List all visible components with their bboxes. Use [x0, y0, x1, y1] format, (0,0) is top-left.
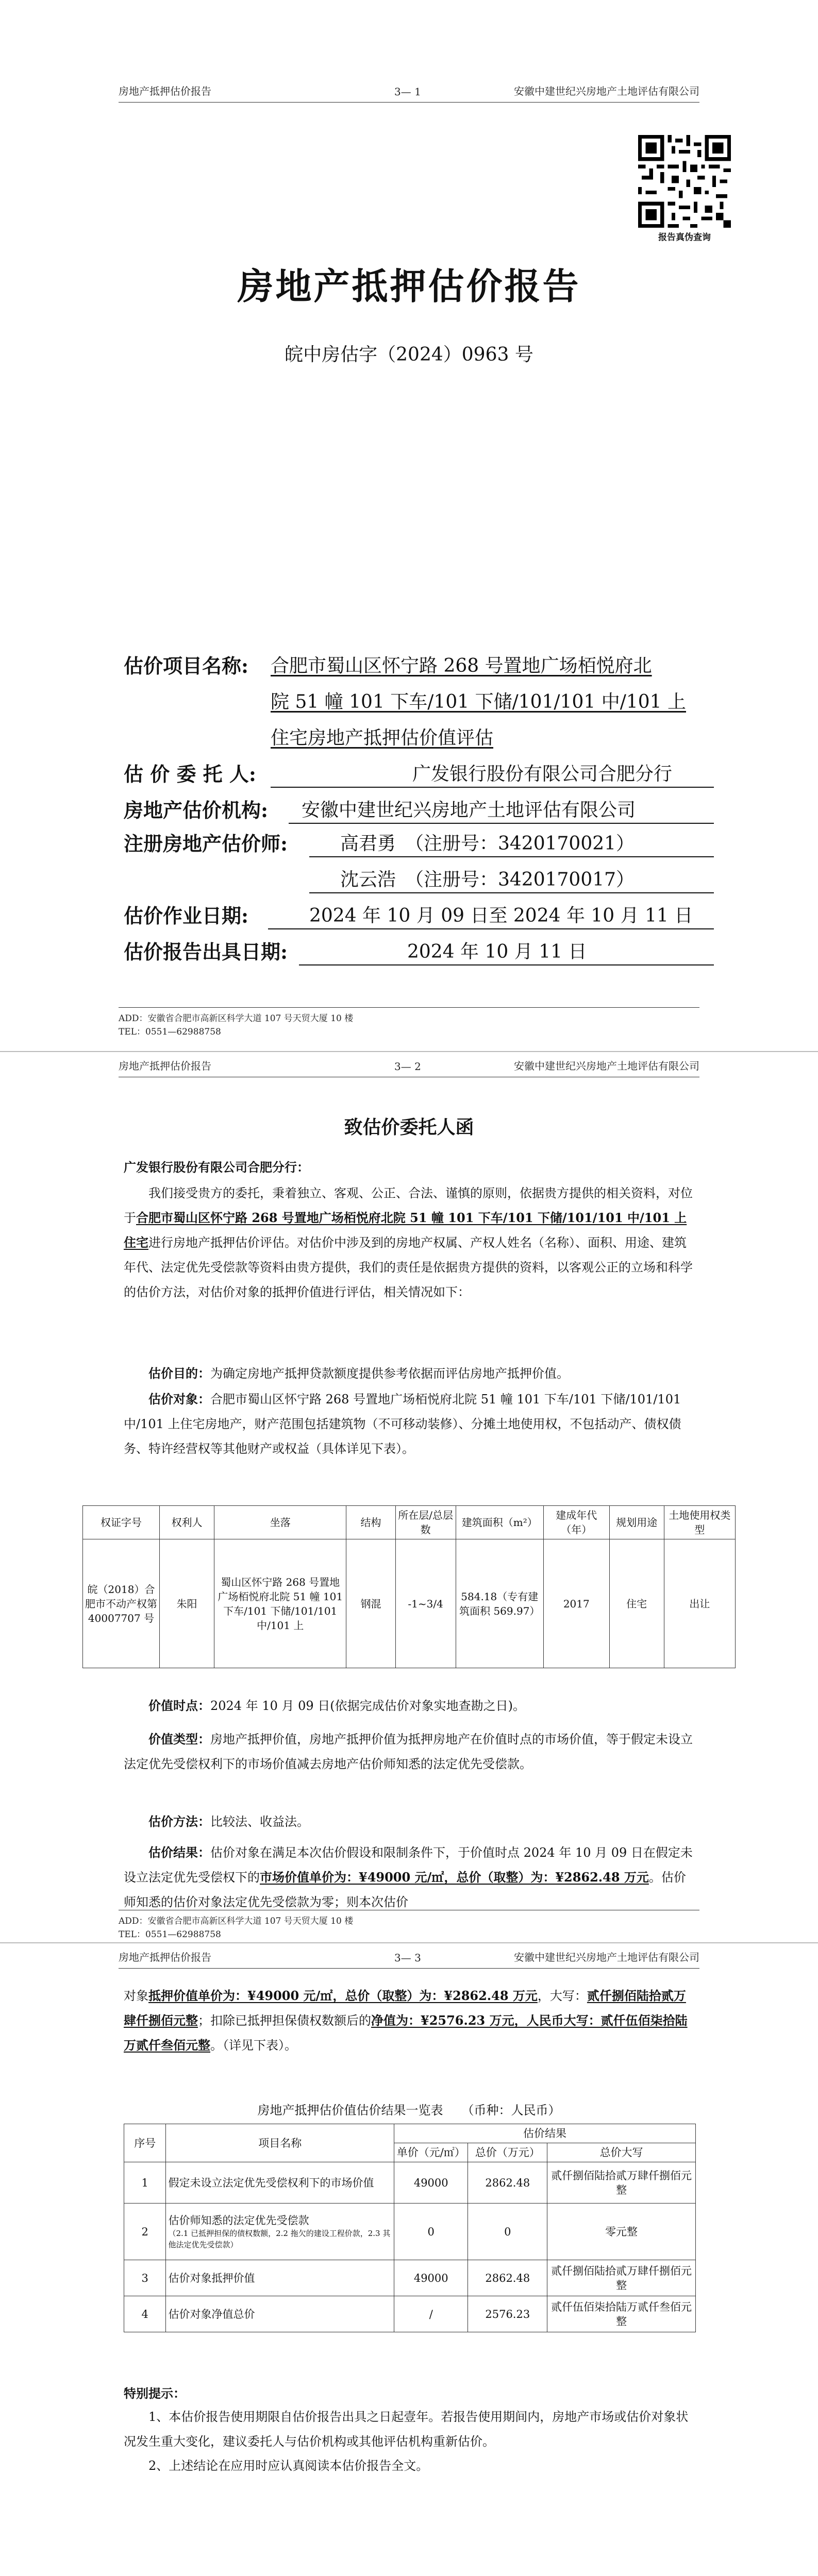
- th-year: 建成年代（年）: [543, 1506, 609, 1539]
- net-value: 净值为：¥2576.23 万元，人民币大写：贰仟伍佰柒拾陆万贰仟叁佰元整: [124, 2013, 688, 2053]
- workdate-label: 估价作业日期:: [124, 904, 249, 927]
- cell-item: 估价对象净值总价: [166, 2296, 394, 2332]
- valuer1-underline: [309, 856, 714, 857]
- valuer2-value: 沈云浩 （注册号：3420170017）: [340, 869, 635, 890]
- cell-location: 蜀山区怀宁路 268 号置地广场栢悦府北院 51 幢 101 下车/101 下储/101/101 中/101 上: [214, 1539, 346, 1668]
- letter-title: 致估价委托人函: [344, 1116, 474, 1138]
- reportdate-label: 估价报告出具日期:: [124, 940, 288, 963]
- th-unit-price: 单价（元/㎡）: [394, 2143, 468, 2162]
- cell-area: 584.18（专有建筑面积 569.97）: [456, 1539, 543, 1668]
- purpose-label: 估价目的：: [148, 1366, 210, 1381]
- project-name-line1: 合肥市蜀山区怀宁路 268 号置地广场栢悦府北: [271, 655, 652, 676]
- header-left: 房地产抵押估价报告: [119, 1951, 211, 1963]
- tip-1: 1、本估价报告使用期限自估价报告出具之日起壹年。若报告使用期间内，房地产市场或估价对象状况发生重大变化，建议委托人与估价机构或其他评估机构重新估价。: [124, 2410, 689, 2449]
- table-row: [124, 2260, 696, 2296]
- result-market-value: 市场价值单价为：¥49000 元/㎡，总价（取整）为：¥2862.48 万元: [260, 1870, 649, 1885]
- mortgage-value: 抵押价值单价为：¥49000 元/㎡，总价（取整）为：¥2862.48 万元: [148, 1988, 538, 2003]
- tips-heading: [124, 2381, 696, 2406]
- letter-intro: [124, 1181, 696, 1304]
- result-text-a: 估价对象在满足本次估价假设和限制条件下，于价值时点 2024 年 10 月 09 日在假定未设立法定优先受偿权下的: [124, 1845, 693, 1885]
- result-text-c: 。估价师知悉的估价对象法定优先受偿款为零；则本次估价: [124, 1870, 686, 1909]
- reportdate-value: 2024 年 10 月 11 日: [407, 941, 587, 962]
- value-date-text: 2024 年 10 月 09 日(依据完成估价对象实地查勘之日)。: [210, 1699, 526, 1713]
- th-floor: 所在层/总层数: [395, 1506, 456, 1539]
- method-paragraph: [124, 1809, 696, 1834]
- table-row: [124, 2162, 696, 2204]
- cell-item: 估价对象抵押价值: [166, 2260, 394, 2296]
- method-text: 比较法、收益法。: [210, 1815, 309, 1829]
- value-type-label: 价值类型：: [148, 1732, 210, 1747]
- cont-text-g: 。（详见下表）。: [210, 2038, 297, 2053]
- cell-no: 2: [124, 2204, 166, 2260]
- mortgage-value-words: 贰仟捌佰陆拾贰万肆仟捌佰元整: [124, 1988, 686, 2028]
- tip-2: 2、上述结论在应用时应认真阅读本估价报告全文。: [148, 2459, 429, 2473]
- cell-unit: 49000: [394, 2260, 468, 2296]
- header-page-no: 3— 2: [394, 1060, 421, 1073]
- cell-words: 贰仟伍佰柒拾陆万贰仟叁佰元整: [547, 2296, 696, 2332]
- project-name-line3: 住宅房地产抵押估价值评估: [271, 727, 494, 749]
- th-result: 估价结果: [394, 2124, 696, 2143]
- footer-tel: TEL：0551—62988758: [119, 1929, 221, 1940]
- th-land: 土地使用权类型: [664, 1506, 735, 1539]
- header-right: 安徽中建世纪兴房地产土地评估有限公司: [514, 1951, 699, 1963]
- summary-header-row-1: [124, 2124, 696, 2143]
- project-name-line2: 院 51 幢 101 下车/101 下储/101/101 中/101 上: [271, 691, 686, 713]
- cell-total: 0: [468, 2204, 547, 2260]
- result-page: [0, 1943, 818, 2576]
- page-header: [119, 1056, 699, 1077]
- cell-words: 零元整: [547, 2204, 696, 2260]
- intro-text-a: 我们接受贵方的委托，秉着独立、客观、公正、合法、谨慎的原则，依据贵方提供的相关资料，对位于: [124, 1186, 693, 1225]
- purpose-paragraph: [124, 1361, 696, 1386]
- doc-number: 皖中房估字（2024）0963 号: [285, 344, 533, 365]
- summary-table-caption: [82, 2098, 736, 2123]
- footer-tel: TEL：0551—62988758: [119, 1027, 221, 1037]
- table-row: [124, 2296, 696, 2332]
- cell-land: 出让: [664, 1539, 735, 1668]
- org-value: 安徽中建世纪兴房地产土地评估有限公司: [302, 800, 636, 821]
- table-row: [83, 1539, 736, 1668]
- cell-no: 1: [124, 2162, 166, 2204]
- property-table-header: [83, 1506, 736, 1539]
- cont-text-a: 对象: [124, 1989, 148, 2003]
- letter-page: [0, 1052, 818, 2098]
- value-type-paragraph: [124, 1727, 696, 1776]
- purpose-text: 为确定房地产抵押贷款额度提供参考依据而评估房地产抵押价值。: [210, 1366, 569, 1381]
- addressee-text: 广发银行股份有限公司合肥分行：: [124, 1160, 309, 1175]
- cell-item: [166, 2204, 394, 2260]
- result-paragraph: [124, 1840, 696, 1914]
- table-row: [124, 2204, 696, 2260]
- cell-unit: /: [394, 2296, 468, 2332]
- cell-owner: 朱阳: [160, 1539, 214, 1668]
- item-text: 估价师知悉的法定优先受偿款: [168, 2214, 309, 2227]
- item-note: （2.1 已抵押担保的债权数额，2.2 拖欠的建设工程价款，2.3 其他法定优先受偿款）: [168, 2228, 391, 2249]
- cover-page: [0, 0, 818, 1046]
- header-left: 房地产抵押估价报告: [119, 1060, 211, 1072]
- footer-address: ADD：安徽省合肥市高新区科学大道 107 号天贸大厦 10 楼: [119, 1916, 354, 1926]
- value-type-text: 房地产抵押价值，房地产抵押价值为抵押房地产在价值时点的市场价值，等于假定未设立法定优先受偿权利下的市场价值减去房地产估价师知悉的法定优先受偿款。: [124, 1732, 693, 1771]
- letter-addressee: [124, 1155, 696, 1180]
- workdate-value: 2024 年 10 月 09 日至 2024 年 10 月 11 日: [309, 905, 693, 926]
- valuer-label: 注册房地产估价师:: [124, 832, 288, 855]
- qr-code[interactable]: [638, 135, 731, 228]
- th-owner: 权利人: [160, 1506, 214, 1539]
- reportdate-underline: [299, 964, 714, 965]
- object-label: 估价对象：: [148, 1392, 210, 1406]
- header-page-no: 3— 3: [394, 1952, 421, 1964]
- value-date-label: 价值时点：: [148, 1698, 210, 1713]
- cell-words: 贰仟捌佰陆拾贰万肆仟捌佰元整: [547, 2260, 696, 2296]
- header-right: 安徽中建世纪兴房地产土地评估有限公司: [514, 85, 699, 97]
- page-footer: [119, 1910, 699, 1941]
- cont-text-e: ；扣除已抵押担保债权数额后的: [198, 2013, 371, 2028]
- project-name-label: 估价项目名称:: [124, 654, 249, 677]
- cell-no: 3: [124, 2260, 166, 2296]
- cell-floor: -1~3/4: [395, 1539, 456, 1668]
- client-label: 估 价 委 托 人:: [124, 762, 256, 786]
- th-total: 总价（万元）: [468, 2143, 547, 2162]
- header-page-no: 3— 1: [394, 86, 421, 98]
- page-header: [119, 77, 699, 103]
- cell-cert: 皖（2018）合肥市不动产权第 40007707 号: [83, 1539, 160, 1668]
- cell-words: 贰仟捌佰陆拾贰万肆仟捌佰元整: [547, 2162, 696, 2204]
- page-footer: [119, 1007, 699, 1039]
- cell-no: 4: [124, 2296, 166, 2332]
- caption-text: 房地产抵押估价值估价结果一览表 （币种：人民币）: [257, 2103, 561, 2117]
- page-header: [119, 1947, 699, 1969]
- cell-structure: 钢混: [346, 1539, 395, 1668]
- workdate-underline: [268, 928, 714, 929]
- cell-year: 2017: [543, 1539, 609, 1668]
- th-structure: 结构: [346, 1506, 395, 1539]
- cell-unit: 0: [394, 2204, 468, 2260]
- intro-subject: 合肥市蜀山区怀宁路 268 号置地广场栢悦府北院 51 幢 101 下车/101 下储/101/101 中/101 上住宅: [124, 1210, 687, 1250]
- valuer1-value: 高君勇 （注册号：3420170021）: [340, 833, 635, 854]
- cell-item: 假定未设立法定优先受偿权利下的市场价值: [166, 2162, 394, 2204]
- result-continuation: [124, 1984, 696, 2058]
- client-value: 广发银行股份有限公司合肥分行: [412, 764, 673, 785]
- th-area: 建筑面积（m²）: [456, 1506, 543, 1539]
- result-label: 估价结果：: [148, 1845, 210, 1860]
- property-table: [82, 1505, 736, 1668]
- th-cert: 权证字号: [83, 1506, 160, 1539]
- org-underline: [289, 823, 714, 824]
- intro-text-c: 进行房地产抵押估价评估。对估价中涉及到的房地产权属、产权人姓名（名称）、面积、用途、建筑年代、法定优先受偿款等资料由贵方提供，我们的责任是依据贵方提供的资料，以客观公正的立场和科学的估价方法，对估价对象的抵押价值进行评估，相关情况如下：: [124, 1235, 693, 1299]
- client-underline: [271, 787, 714, 788]
- report-title: 房地产抵押估价报告: [237, 265, 581, 308]
- th-use: 规划用途: [609, 1506, 664, 1539]
- tips-label: 特别提示：: [124, 2386, 186, 2401]
- cell-use: 住宅: [609, 1539, 664, 1668]
- cell-total: 2576.23: [468, 2296, 547, 2332]
- cell-total: 2862.48: [468, 2162, 547, 2204]
- org-label: 房地产估价机构:: [124, 799, 269, 822]
- object-text: 合肥市蜀山区怀宁路 268 号置地广场栢悦府北院 51 幢 101 下车/101 下储/101/101 中/101 上住宅房地产，财产范围包括建筑物（不可移动装修）、分摊土地使用权，不包括动产、债权债务、特许经营权等其他财产或权益（具体详见下表）。: [124, 1392, 681, 1456]
- cell-total: 2862.48: [468, 2260, 547, 2296]
- th-total-words: 总价大写: [547, 2143, 696, 2162]
- method-label: 估价方法：: [148, 1814, 210, 1829]
- header-left: 房地产抵押估价报告: [119, 85, 211, 97]
- th-item: 项目名称: [166, 2124, 394, 2162]
- cell-unit: 49000: [394, 2162, 468, 2204]
- header-right: 安徽中建世纪兴房地产土地评估有限公司: [514, 1060, 699, 1072]
- value-date-paragraph: [124, 1693, 696, 1718]
- summary-table: [124, 2124, 696, 2332]
- valuer2-underline: [309, 892, 714, 893]
- qr-label: 报告真伪查询: [658, 232, 711, 243]
- footer-address: ADD：安徽省合肥市高新区科学大道 107 号天贸大厦 10 楼: [119, 1013, 354, 1024]
- cont-text-c: ，大写：: [537, 1989, 587, 2003]
- object-paragraph: [124, 1387, 696, 1461]
- th-location: 坐落: [214, 1506, 346, 1539]
- th-no: 序号: [124, 2124, 166, 2162]
